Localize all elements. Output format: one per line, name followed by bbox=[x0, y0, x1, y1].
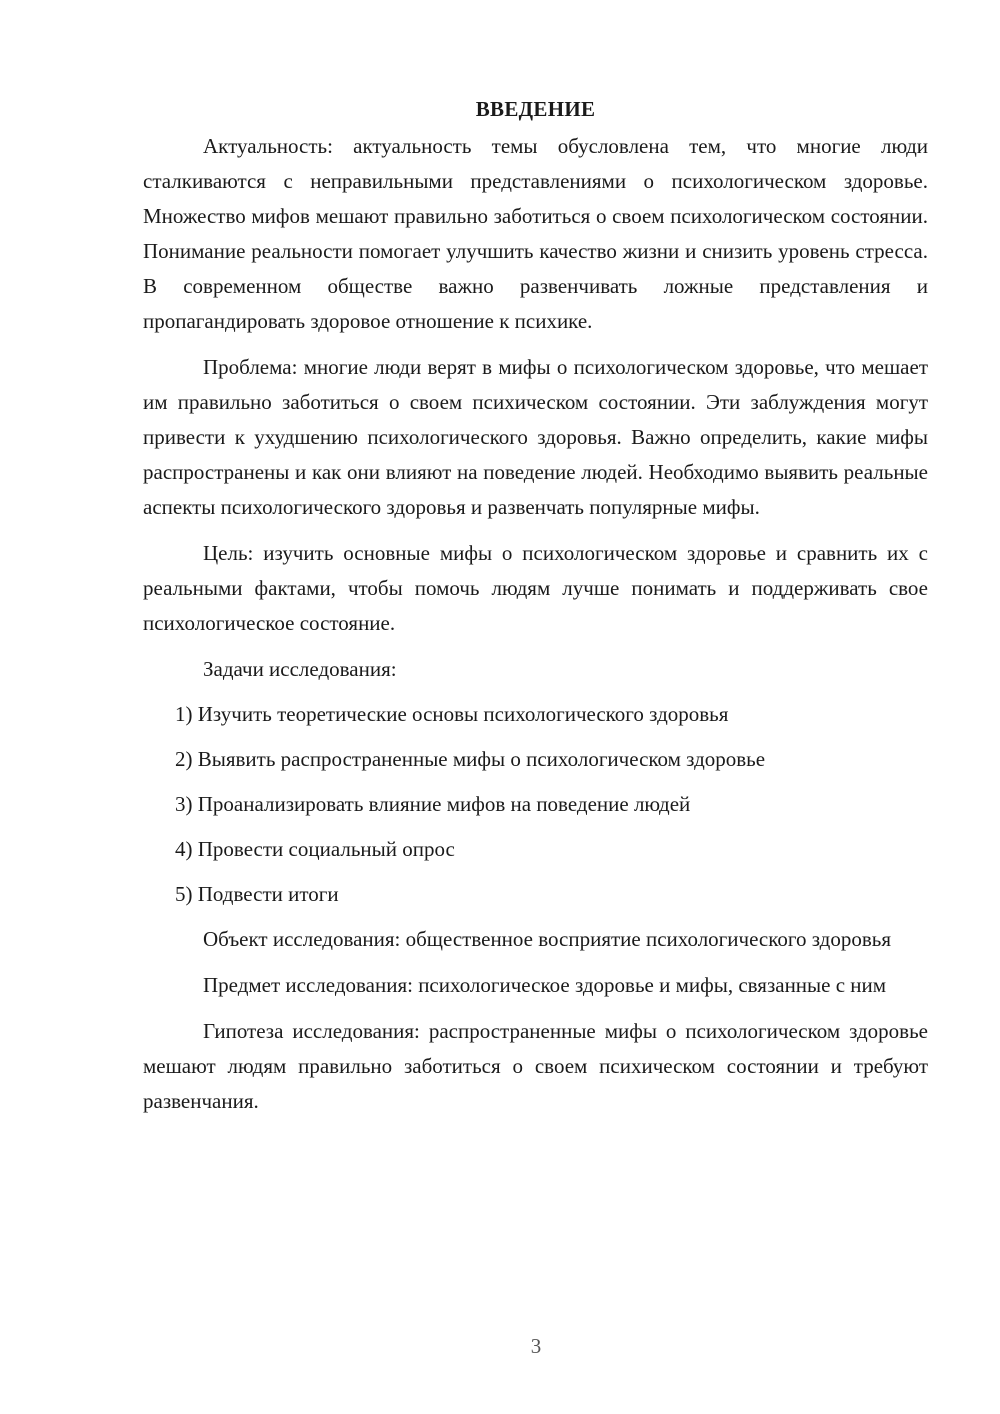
tasks-list bbox=[143, 697, 928, 912]
page-number: 3 bbox=[530, 1334, 542, 1358]
task-item-2: 2) Выявить распространенные мифы о психологическом здоровье bbox=[175, 747, 766, 771]
hypothesis-paragraph: Гипотеза исследования: распространенные мифы о психологическом здоровье мешают людям правильно заботиться о своем психическом состоянии и требуют развенчания. bbox=[143, 1019, 928, 1113]
goal-paragraph: Цель: изучить основные мифы о психологическом здоровье и сравнить их с реальными фактами, чтобы помочь людям лучше понимать и поддерживать свое психологическое состояние. bbox=[143, 541, 928, 635]
object-paragraph: Объект исследования: общественное восприятие психологического здоровья bbox=[203, 927, 891, 951]
page-content bbox=[143, 92, 928, 1130]
task-item-3: 3) Проанализировать влияние мифов на поведение людей bbox=[175, 792, 691, 816]
task-item-5: 5) Подвести итоги bbox=[175, 882, 339, 906]
tasks-heading: Задачи исследования: bbox=[203, 657, 397, 681]
subject-paragraph: Предмет исследования: психологическое здоровье и мифы, связанные с ним bbox=[203, 973, 887, 997]
task-item-1: 1) Изучить теоретические основы психологического здоровья bbox=[175, 702, 729, 726]
problem-paragraph: Проблема: многие люди верят в мифы о психологическом здоровье, что мешает им правильно заботиться о своем психическом состоянии. Эти заблуждения могут привести к ухудшению психологического здоровья. Важно определить, какие мифы распространены и как они влияют на поведение людей. Необходимо выявить реальные аспекты психологического здоровья и развенчать популярные мифы. bbox=[143, 355, 928, 519]
task-item-4: 4) Провести социальный опрос bbox=[175, 837, 455, 861]
page-title: ВВЕДЕНИЕ bbox=[475, 97, 596, 121]
relevance-paragraph: Актуальность: актуальность темы обусловлена тем, что многие люди сталкиваются с неправильными представлениями о психологическом здоровье. Множество мифов мешают правильно заботиться о своем психологическом состоянии. Понимание реальности помогает улучшить качество жизни и снизить уровень стресса. В современном обществе важно развенчивать ложные представления и пропагандировать здоровое отношение к психике. bbox=[143, 134, 928, 333]
